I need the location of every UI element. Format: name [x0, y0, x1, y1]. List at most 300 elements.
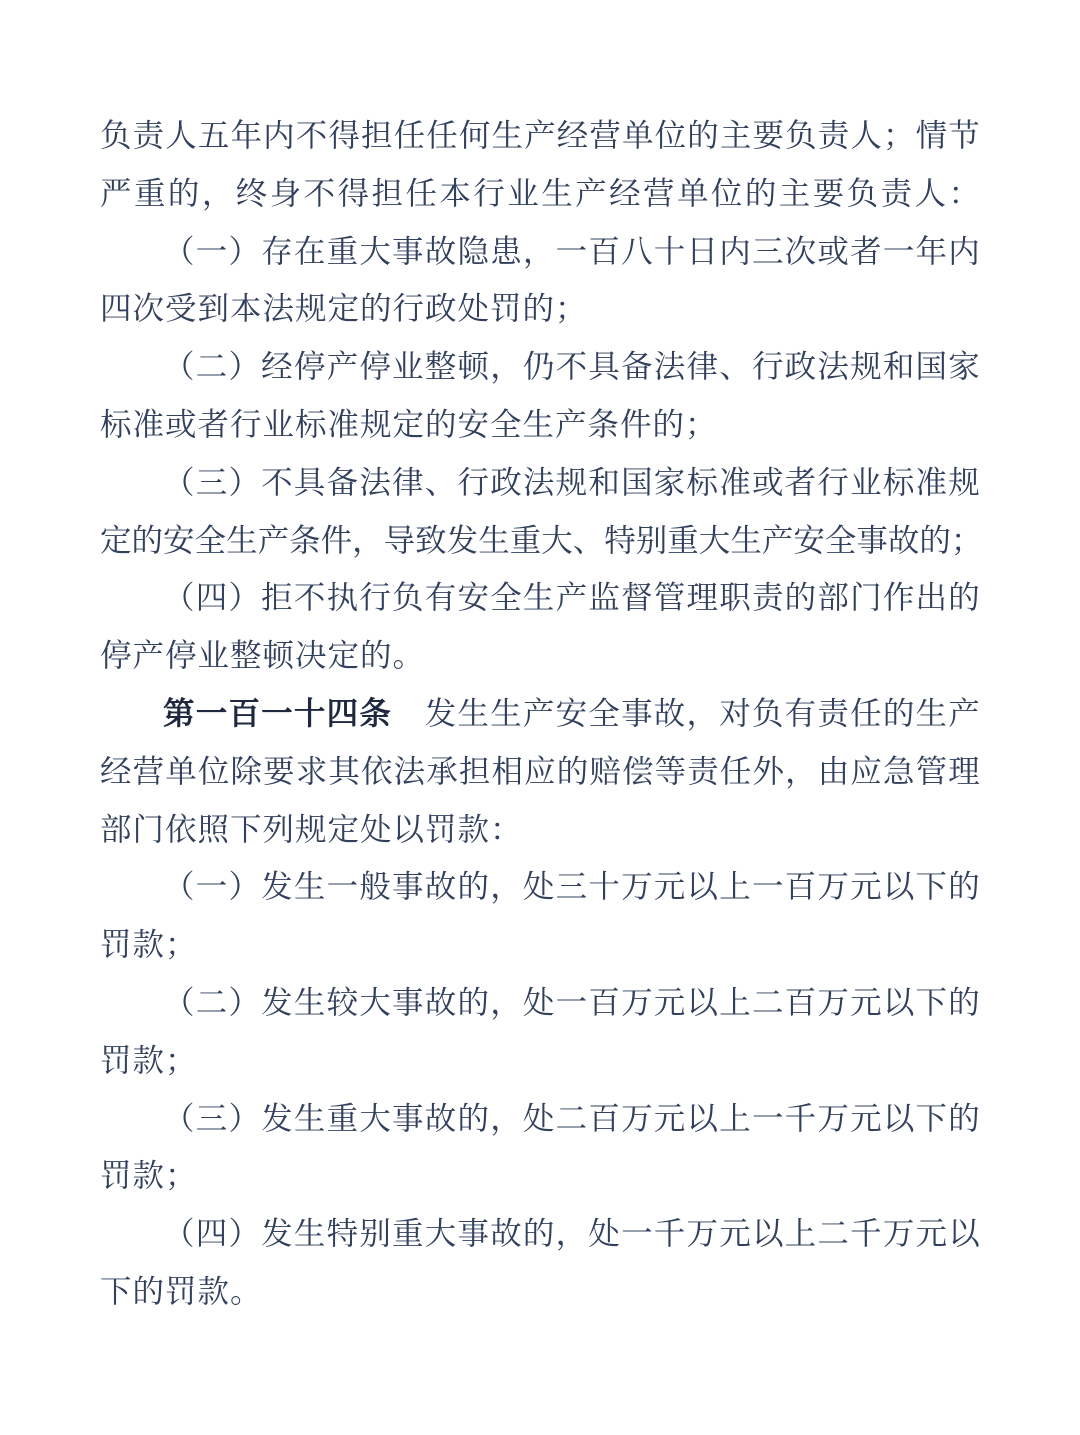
body-char: 、 [572, 522, 605, 558]
body-char: 的 [522, 1216, 555, 1252]
body-char: 处 [522, 869, 555, 905]
body-char: 别 [635, 522, 668, 558]
body-char: 导 [383, 522, 416, 558]
body-char: 法 [653, 349, 686, 385]
body-text: 部门依照下列规定处以罚款： [100, 811, 523, 847]
body-char: 除 [230, 753, 263, 789]
body-char: 产 [761, 522, 794, 558]
body-char: 营 [589, 118, 621, 153]
body-char: 急 [883, 753, 915, 789]
body-char: ） [228, 1216, 260, 1252]
body-char: 万 [817, 869, 849, 905]
text-line-9 [100, 569, 980, 627]
body-char: 事 [856, 522, 888, 558]
body-char: ， [686, 695, 719, 731]
body-char: 位 [710, 175, 743, 211]
body-char: 大 [698, 522, 731, 558]
body-char: 致 [415, 522, 447, 558]
body-char: 理 [948, 753, 980, 789]
body-char: 何 [458, 118, 491, 153]
body-text: 罚款； [100, 927, 198, 963]
body-char: 发 [261, 984, 293, 1020]
body-char: ， [522, 233, 555, 269]
body-char: 处 [588, 1216, 620, 1252]
body-char: ， [555, 1216, 588, 1252]
body-char: 门 [850, 580, 882, 616]
body-char: 件 [320, 522, 353, 558]
body-char: 责 [880, 175, 913, 211]
body-char: 内 [263, 118, 295, 153]
body-char: 家 [948, 349, 980, 385]
body-char: 督 [621, 580, 653, 616]
body-char: 一 [195, 869, 228, 905]
body-char: 或 [817, 233, 849, 269]
body-char: 或 [751, 464, 784, 500]
text-line-10 [100, 627, 980, 685]
body-char: 安 [163, 522, 195, 558]
body-char: 发 [446, 522, 479, 558]
text-line-15 [100, 916, 980, 974]
body-char: 日 [686, 233, 719, 269]
body-char: 单 [622, 118, 654, 153]
body-char: 三 [195, 1100, 228, 1136]
body-char: 条 [289, 522, 321, 558]
text-line-16 [100, 974, 980, 1032]
body-char: 上 [719, 869, 751, 905]
body-char: 的 [687, 118, 719, 153]
body-char: 元 [653, 869, 686, 905]
body-char: 要 [812, 175, 845, 211]
body-char: 得 [337, 175, 370, 211]
body-char: 患 [490, 233, 522, 269]
body-char: 拒 [261, 580, 293, 616]
body-char: 备 [621, 349, 653, 385]
body-char: 元 [915, 1216, 948, 1252]
body-char: （ [163, 233, 195, 269]
body-char: ） [228, 233, 260, 269]
body-char: 处 [522, 984, 555, 1020]
body-char: 生 [293, 869, 326, 905]
body-char: 生 [915, 695, 948, 731]
body-char: 法 [393, 753, 426, 789]
text-line-2 [100, 165, 980, 223]
body-char: 生 [457, 695, 489, 731]
body-char: ） [228, 869, 260, 905]
body-char: 故 [424, 984, 457, 1020]
body-char: 任 [405, 175, 437, 211]
body-char: 承 [426, 753, 458, 789]
text-line-12 [100, 743, 980, 801]
body-char: 大 [359, 1100, 391, 1136]
body-char: 作 [882, 580, 915, 616]
body-char: 重 [509, 522, 542, 558]
body-char: 对 [719, 695, 751, 731]
body-char: 二 [195, 349, 228, 385]
body-char: ： [948, 175, 980, 211]
body-char: 事 [621, 695, 653, 731]
body-char: 十 [653, 233, 686, 269]
text-line-5 [100, 338, 980, 396]
body-char: 者 [784, 464, 817, 500]
body-char: ） [228, 580, 260, 616]
body-char: 发 [261, 1216, 293, 1252]
body-char: 单 [165, 753, 197, 789]
body-char: 外 [752, 753, 785, 789]
body-text: 下的罚款。 [100, 1273, 263, 1309]
body-char: 上 [784, 1216, 817, 1252]
body-char: 人 [850, 118, 882, 153]
body-char: 律 [686, 349, 719, 385]
body-char: 事 [392, 869, 424, 905]
body-char: 元 [653, 984, 686, 1020]
body-char: 规 [850, 349, 882, 385]
body-char: 家 [653, 464, 686, 500]
body-char: 一 [751, 1100, 784, 1136]
body-char: ） [228, 984, 260, 1020]
body-char: 生 [226, 522, 258, 558]
body-char: 和 [588, 464, 620, 500]
body-char: 国 [915, 349, 948, 385]
body-char: 产 [555, 580, 588, 616]
body-char: 由 [817, 753, 850, 789]
body-char: 负 [751, 695, 784, 731]
body-char: 在 [293, 233, 326, 269]
body-char: 的 [744, 175, 777, 211]
body-char: 百 [784, 869, 817, 905]
body-text: 罚款； [100, 1042, 198, 1078]
body-char: 的 [784, 580, 817, 616]
body-char: 四 [195, 1216, 228, 1252]
body-char: 严 [100, 175, 132, 211]
body-char: 以 [882, 869, 915, 905]
text-line-8 [100, 512, 983, 570]
body-char: 政 [490, 464, 522, 500]
body-char: 一 [555, 984, 588, 1020]
body-char: （ [163, 1100, 195, 1136]
body-char: 要 [263, 753, 295, 789]
body-char: 故 [424, 869, 457, 905]
body-char: 一 [555, 233, 588, 269]
body-char: 下 [915, 1100, 948, 1136]
body-char: 部 [817, 580, 849, 616]
body-char: 职 [719, 580, 751, 616]
body-char: 安 [555, 695, 588, 731]
body-char: 大 [424, 1216, 457, 1252]
body-char: 隐 [457, 233, 489, 269]
body-char: 百 [588, 1100, 620, 1136]
body-char: ） [228, 349, 260, 385]
body-char: 整 [424, 349, 457, 385]
body-char: 产 [524, 118, 556, 153]
body-char: 负 [392, 580, 424, 616]
body-char: ， [490, 1100, 522, 1136]
text-line-7 [100, 454, 980, 512]
body-char: ， [785, 753, 817, 789]
body-char: 仍 [522, 349, 555, 385]
body-char: 不 [555, 349, 588, 385]
body-char: 生 [491, 118, 524, 153]
body-text: 标准或者行业标准规定的安全生产条件的； [100, 406, 718, 442]
body-char: 业 [392, 349, 424, 385]
body-char: 定 [100, 522, 132, 558]
body-char: 下 [915, 869, 948, 905]
text-line-21 [100, 1263, 980, 1321]
body-char: 三 [751, 233, 784, 269]
body-char: 业 [850, 464, 882, 500]
body-char: 百 [588, 984, 620, 1020]
body-char: 不 [295, 118, 328, 153]
body-char: 终 [235, 175, 268, 211]
body-char: 次 [784, 233, 817, 269]
body-char: 发 [424, 695, 457, 731]
text-line-17 [100, 1032, 980, 1090]
body-char: 行 [751, 349, 784, 385]
body-char: 元 [653, 1100, 686, 1136]
body-char: 万 [621, 984, 653, 1020]
body-char: 上 [719, 1100, 751, 1136]
body-char: 责 [132, 118, 165, 153]
body-char: 生 [293, 1216, 326, 1252]
body-char: 责 [751, 580, 784, 616]
body-char: 产 [575, 175, 607, 211]
body-char: ） [228, 1100, 260, 1136]
body-char: 以 [948, 1216, 980, 1252]
body-char: 故 [887, 522, 920, 558]
body-char: 的 [556, 753, 589, 789]
body-char: ， [201, 175, 234, 211]
body-char: 执 [326, 580, 359, 616]
body-char: 八 [621, 233, 653, 269]
body-char: 担 [458, 753, 491, 789]
body-char: 负 [846, 175, 879, 211]
body-char: 万 [882, 1216, 915, 1252]
body-char: 事 [392, 1100, 424, 1136]
body-char: 单 [676, 175, 709, 211]
body-char: 生 [293, 1100, 326, 1136]
body-char: 千 [850, 1216, 882, 1252]
body-char: 的 [457, 984, 489, 1020]
body-char: 有 [424, 580, 457, 616]
body-char: 三 [195, 464, 228, 500]
body-char: 不 [261, 464, 293, 500]
body-char: 元 [719, 1216, 751, 1252]
body-char: 的 [167, 175, 200, 211]
body-text: 四次受到本法规定的行政处罚的； [100, 291, 588, 327]
body-char: ， [490, 349, 522, 385]
body-char: 律 [392, 464, 424, 500]
body-char: 情 [915, 118, 948, 153]
body-char: 故 [424, 233, 457, 269]
body-char: 依 [361, 753, 393, 789]
body-char: 生 [730, 522, 762, 558]
body-char: 三 [555, 869, 588, 905]
body-char: （ [163, 869, 195, 905]
body-char: 应 [524, 753, 556, 789]
body-char: 法 [359, 464, 391, 500]
body-char [392, 685, 424, 743]
body-char: 准 [915, 464, 948, 500]
text-line-6 [100, 396, 980, 454]
body-char: 生 [541, 175, 573, 211]
body-char: 任 [393, 118, 426, 153]
body-char: 的 [457, 869, 489, 905]
body-char: 管 [653, 580, 686, 616]
article-number-char: 一 [261, 694, 293, 731]
body-char: 规 [555, 464, 588, 500]
body-char: 负 [785, 118, 817, 153]
body-char: 停 [293, 349, 326, 385]
body-char: 四 [195, 580, 228, 616]
body-char: 经 [609, 175, 641, 211]
body-char: 主 [719, 118, 752, 153]
body-char: 停 [359, 349, 391, 385]
body-char: 大 [359, 233, 391, 269]
body-char: 故 [490, 1216, 522, 1252]
body-char: 国 [621, 464, 653, 500]
text-line-14 [100, 858, 980, 916]
body-char: 出 [915, 580, 948, 616]
body-char: 元 [850, 1100, 882, 1136]
body-char: ； [883, 118, 915, 153]
body-char: 二 [195, 984, 228, 1020]
body-char: 万 [817, 984, 849, 1020]
body-char: 本 [439, 175, 471, 211]
body-char: 二 [751, 984, 784, 1020]
body-char: 生 [522, 580, 555, 616]
body-char: 负 [100, 118, 132, 153]
body-char: 相 [491, 753, 524, 789]
body-char: （ [163, 984, 195, 1020]
body-char: 营 [643, 175, 675, 211]
body-char: 百 [588, 233, 620, 269]
body-char: 的 [948, 1100, 980, 1136]
body-char: 大 [359, 984, 391, 1020]
body-char: 人 [914, 175, 947, 211]
body-char: ， [490, 984, 522, 1020]
body-char: 重 [326, 1100, 359, 1136]
body-char: 安 [457, 580, 489, 616]
text-line-20 [100, 1205, 980, 1263]
body-char: 较 [326, 984, 359, 1020]
body-char: 责 [817, 695, 849, 731]
body-char: 元 [850, 869, 882, 905]
article-number-char: 条 [359, 694, 391, 731]
body-char: 等 [654, 753, 687, 789]
body-char: 任 [719, 753, 752, 789]
body-char: 不 [303, 175, 336, 211]
body-char: 赔 [589, 753, 621, 789]
body-char: 事 [457, 1216, 489, 1252]
body-char: 主 [778, 175, 811, 211]
body-char: 标 [882, 464, 915, 500]
body-char: ） [228, 464, 260, 500]
body-char: 行 [817, 464, 849, 500]
text-line-13 [100, 801, 980, 859]
body-char: （ [163, 464, 195, 500]
body-char: 人 [165, 118, 197, 153]
text-line-4 [100, 280, 980, 338]
body-char: 产 [257, 522, 290, 558]
body-char: 身 [269, 175, 302, 211]
body-char: 生 [293, 984, 326, 1020]
body-char: 一 [882, 233, 915, 269]
body-char: 具 [293, 464, 326, 500]
body-char: 规 [948, 464, 980, 500]
article-number-char: 四 [326, 694, 359, 731]
body-char: 产 [326, 349, 359, 385]
body-char: 求 [295, 753, 328, 789]
body-char: 担 [371, 175, 404, 211]
body-char: 全 [194, 522, 227, 558]
body-char: 不 [293, 580, 326, 616]
body-char: 内 [948, 233, 980, 269]
text-line-3 [100, 223, 980, 281]
body-char: 二 [817, 1216, 849, 1252]
body-char: 经 [556, 118, 589, 153]
body-char: 法 [817, 349, 849, 385]
body-char: 的 [919, 522, 951, 558]
body-char: 万 [621, 869, 653, 905]
body-char: 担 [361, 118, 393, 153]
body-char: 一 [195, 233, 228, 269]
text-line-11 [100, 685, 980, 743]
text-line-19 [100, 1147, 980, 1205]
body-char: 顿 [457, 349, 489, 385]
text-line-1 [100, 107, 980, 165]
body-char: 行 [359, 580, 391, 616]
body-char: 万 [686, 1216, 719, 1252]
body-char: 五 [197, 118, 230, 153]
body-char: 位 [654, 118, 687, 153]
body-char: 特 [326, 1216, 359, 1252]
article-number-char: 十 [293, 694, 326, 731]
body-char: 的 [131, 522, 164, 558]
body-char: 位 [197, 753, 230, 789]
body-char: 业 [507, 175, 539, 211]
body-char: 以 [751, 1216, 784, 1252]
body-char: 管 [915, 753, 948, 789]
body-char: 万 [817, 1100, 849, 1136]
body-char: 全 [490, 580, 522, 616]
body-char: 般 [359, 869, 391, 905]
body-char: 任 [850, 695, 882, 731]
body-char: 重 [667, 522, 699, 558]
body-char: 责 [817, 118, 850, 153]
article-number-char: 第 [163, 694, 195, 731]
body-text: 罚款； [100, 1158, 198, 1194]
body-char: 年 [915, 233, 948, 269]
body-char: 十 [588, 869, 620, 905]
body-char: 重 [392, 1216, 424, 1252]
body-char: ， [490, 869, 522, 905]
body-char: 产 [522, 695, 555, 731]
body-char: 的 [948, 580, 980, 616]
body-char: 别 [359, 1216, 391, 1252]
body-char: 、 [424, 464, 457, 500]
body-char: 大 [541, 522, 573, 558]
body-char: （ [163, 349, 195, 385]
body-char: 有 [784, 695, 817, 731]
body-char: 安 [793, 522, 825, 558]
body-char: 事 [392, 984, 424, 1020]
body-char: 上 [719, 984, 751, 1020]
body-char: 的 [948, 984, 980, 1020]
body-char: 节 [948, 118, 980, 153]
body-char: 者 [850, 233, 882, 269]
body-char: 经 [100, 753, 132, 789]
article-number-char: 一 [195, 694, 228, 731]
body-char: 发 [261, 1100, 293, 1136]
